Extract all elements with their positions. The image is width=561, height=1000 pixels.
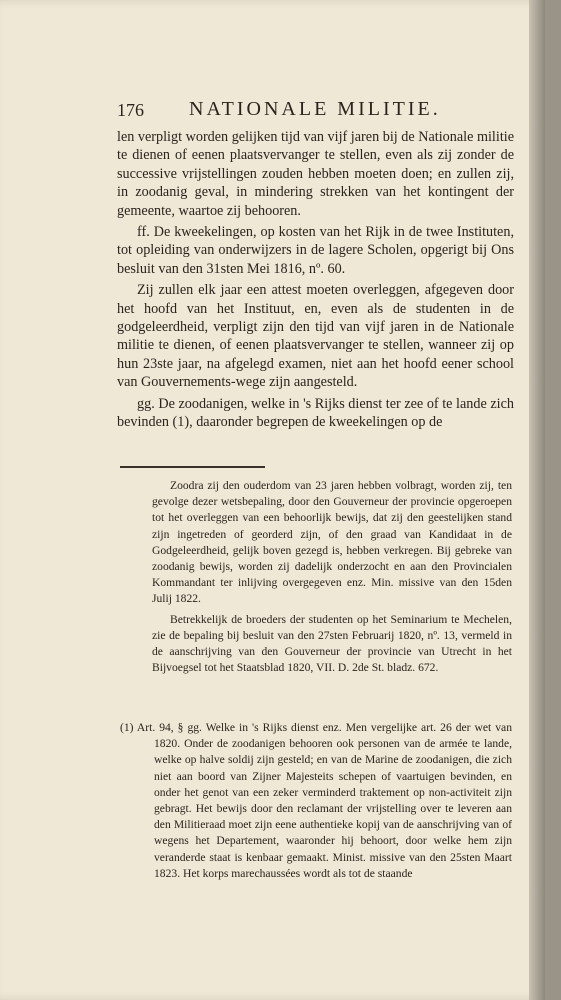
- footnote-text: Betrekkelijk de broeders der studenten op het Seminarium te Mechelen, zie de bepaling bij besluit van den 27sten Februarij 1820, nº. 13, vermeld in de aanschrijving van den Gouverneur der provincie van Utrecht in het Bijvoegsel tot het Staatsblad 1820, VII. D. 2de St. bladz. 672.: [152, 612, 512, 675]
- paragraph-ff: ff. De kweekelingen, op kosten van het Rijk in de twee Instituten, tot opleiding van onderwijzers in de lagere Scholen, opgerigt bij Ons besluit van den 31sten Mei 1816, nº. 60.: [117, 224, 514, 277]
- page-number: 176: [117, 100, 144, 120]
- footnote-1: [120, 720, 512, 882]
- paragraph-gg: gg. De zoodanigen, welke in 's Rijks dienst ter zee of te lande zich bevinden (1), daaronder begrepen de kweekelingen op de: [117, 395, 514, 431]
- running-title: NATIONALE MILITIE.: [189, 98, 441, 120]
- footnote-text: Zoodra zij den ouderdom van 23 jaren hebben volbragt, worden zij, ten gevolge dezer wetsbepaling, door den Gouverneur der provincie opgeroepen tot het overleggen van een behoorlijk bewijs, dat zij den geestelijken stand zijn ingetreden of georderd zijn, of den graad van Kandidaat in de Godgeleerdheid, gelijk boven gezegd is, hebben verkregen. Bij gebreke van zoodanig bewijs, worden zij dadelijk onderzocht en aan den Provincialen Kommandant ter inlijving overgegeven enz. Min. missive van den 15den Julij 1822.: [152, 479, 512, 606]
- footnote-1-text: (1) Art. 94, § gg. Welke in 's Rijks dienst enz. Men vergelijke art. 26 der wet van 1820. Onder de zoodanigen behooren ook personen van de armée te lande, welke op halve soldij zijn gesteld; en van de Marine de zoodanigen, die zich niet aan boord van Zijner Majesteits schepen of vaartuigen bevinden, en onder het genot van een zeker verminderd traktement op non-activiteit zijn gebragt. Het bewijs door den reclamant der vrijstelling over te leveren aan den Militieraad moet zijn eene authentieke kopij van de aanschrijving van of wegens het Departement, waaronder hij behoort, door welke hem zijn veranderde staat is kenbaar gemaakt. Minist. missive van den 25sten Maart 1823. Het korps marechaussées wordt als tot de staande: [120, 721, 512, 880]
- footnotes-block: [152, 478, 512, 680]
- paragraph-1: len verpligt worden gelijken tijd van vijf jaren bij de Nationale militie te dienen of eenen plaatsvervanger te stellen, even als zij zonder de successive vrijstellingen zouden hebben moeten doen; en zullen zij, in zoodanig geval, in mindering strekken van het kontingent der gemeente, waartoe zij behooren.: [117, 129, 514, 219]
- paragraph-3: Zij zullen elk jaar een attest moeten overleggen, afgegeven door het hoofd van het Instituut, en, even als de studenten in de godgeleerdheid, verpligt zijn den tijd van vijf jaren in de Nationale militie te dienen, of eenen plaatsvervanger te stellen, wanneer zij op hun 23ste jaar, na afgelegd examen, niet aan het hoofd eener school van Gouvernements-wege zijn aangesteld.: [117, 282, 514, 391]
- footnote-separator: [120, 466, 265, 468]
- page-edge-shadow: [529, 0, 545, 1000]
- main-text: [117, 128, 514, 435]
